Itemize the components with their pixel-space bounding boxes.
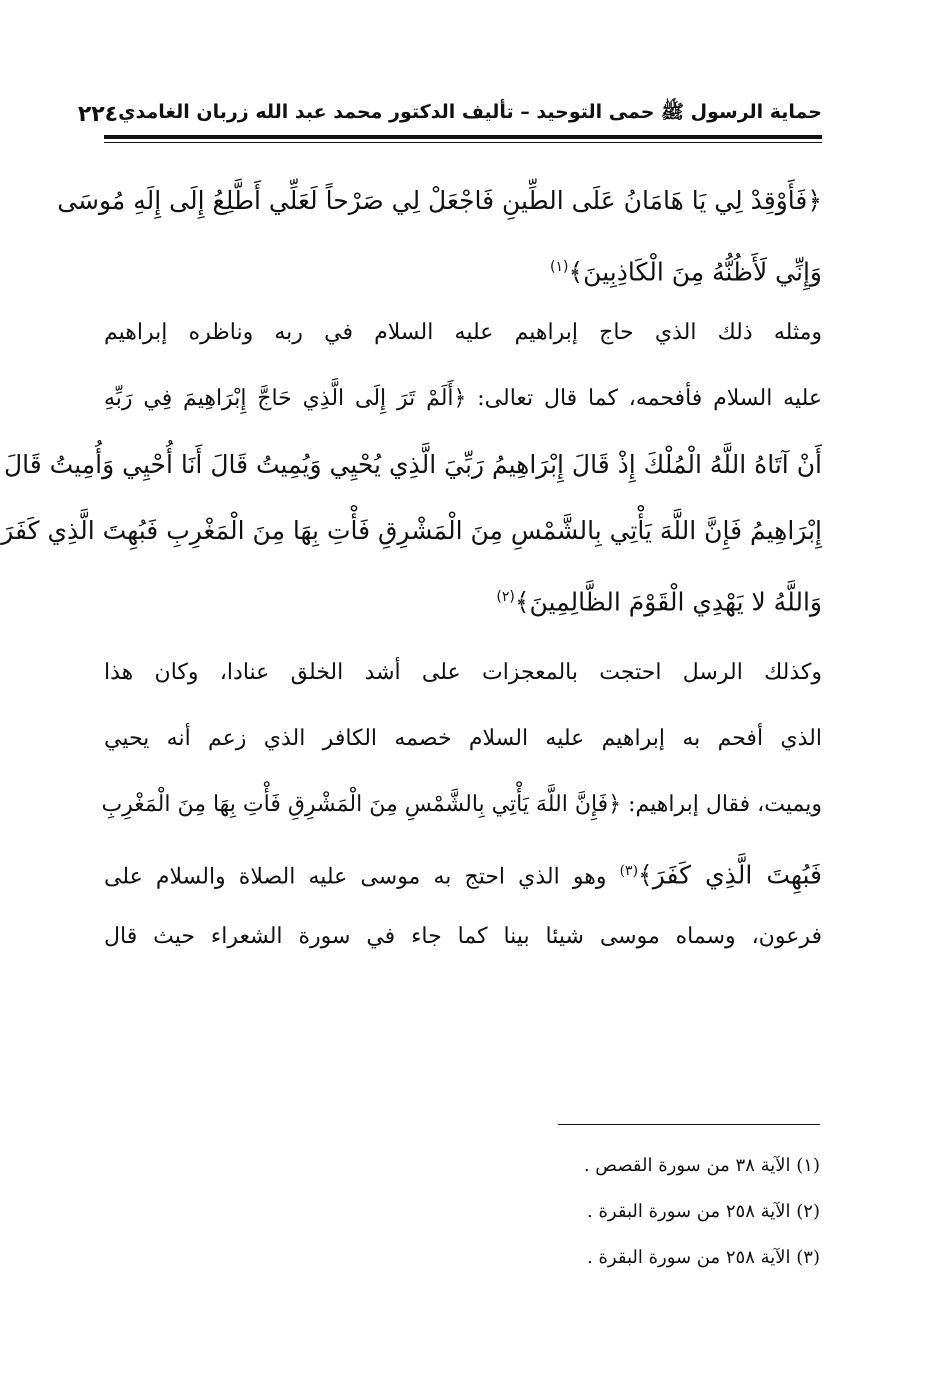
text-line [104,640,822,706]
body-text [1,168,822,970]
header-rule-thick [104,135,822,139]
header-rule-thin [104,142,822,143]
text-line [1,498,822,564]
text-line [104,300,822,366]
quran-verse: فَبُهِتَ الَّذِي كَفَرَ﴾ [638,860,822,890]
text-line [104,564,822,630]
running-header [77,96,822,132]
prose-text: وكذلك الرسل احتجت بالمعجزات على أشد الخلق عنادا، وكان هذا [104,660,822,685]
text-line [57,168,822,234]
quran-verse: وَإِنِّي لَأَظُنُّهُ مِنَ الْكَاذِبِينَ﴾ [568,257,822,287]
prose-text: الذي أفحم به إبراهيم عليه السلام خصمه الكافر الذي زعم أنه يحيي [104,726,822,751]
text-line [4,432,822,498]
footnote: (١) الآية ٣٨ من سورة القصص . [583,1155,820,1176]
prose-text: وهو الذي احتج به موسى عليه الصلاة والسلام على [104,864,620,890]
footnotes [420,1148,820,1286]
text-line [104,838,822,904]
text-line [104,366,822,432]
text-line [104,904,822,970]
footnote-marker: (٢) [496,589,515,605]
quran-verse: وَاللَّهُ لا يَهْدِي الْقَوْمَ الظَّالِمِينَ﴾ [514,587,822,617]
footnote: (٣) الآية ٢٥٨ من سورة البقرة . [587,1247,820,1268]
footnote-separator [558,1124,820,1125]
quran-verse: إِبْرَاهِيمُ فَإِنَّ اللَّهَ يَأْتِي بِالشَّمْسِ مِنَ الْمَشْرِقِ فَأْتِ بِهَا مِنَ الْمَغْرِبِ فَبُهِتَ الَّذِي كَفَرَ [1,516,822,545]
footnote: (٢) الآية ٢٥٨ من سورة البقرة . [587,1201,820,1222]
text-line [104,706,822,772]
prose-text: فرعون، وسماه موسى شيئا بينا كما جاء في سورة الشعراء حيث قال [104,924,822,949]
prose-text: ومثله ذلك الذي حاج إبراهيم عليه السلام في ربه وناظره إبراهيم [104,320,822,345]
page-number: ٢٢٤ [77,101,119,127]
prose-text: عليه السلام فأفحمه، كما قال تعالى: ﴿أَلَمْ تَرَ إِلَى الَّذِي حَاجَّ إِبْرَاهِيمَ فِي رَبِّهِ [104,386,822,411]
footnote-marker: (٣) [619,863,639,879]
text-line [104,234,822,300]
header-title: حماية الرسول ﷺ حمى التوحيد – تأليف الدكتور محمد عبد الله زربان الغامدي [118,101,822,123]
quran-verse: أَنْ آتَاهُ اللَّهُ الْمُلْكَ إِذْ قَالَ إِبْرَاهِيمُ رَبِّيَ الَّذِي يُحْيِي وَيُمِيتُ قَالَ أَنَا أُحْيِي وَأُمِيتُ قَالَ [4,450,822,479]
quran-verse: ﴿فَأَوْقِدْ لِي يَا هَامَانُ عَلَى الطِّينِ فَاجْعَلْ لِي صَرْحاً لَعَلِّي أَطَّلِعُ إِلَى إِلَهِ مُوسَى [57,186,822,215]
prose-text: ويميت، فقال إبراهيم: ﴿فَإِنَّ اللَّهَ يَأْتِي بِالشَّمْسِ مِنَ الْمَشْرِقِ فَأْتِ بِهَا مِنَ الْمَغْرِبِ [101,792,822,817]
text-line [101,772,822,838]
footnote-marker: (١) [550,259,569,275]
